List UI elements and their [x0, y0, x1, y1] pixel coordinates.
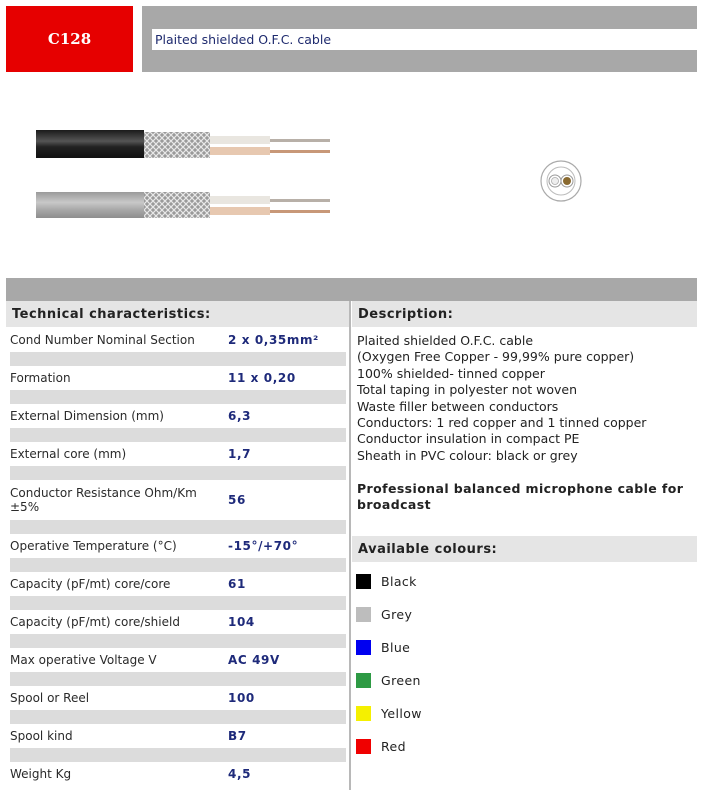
- colour-item-black: [356, 565, 422, 598]
- spec-label: Cond Number Nominal Section: [10, 333, 195, 347]
- row-separator: [10, 672, 346, 686]
- colour-swatch: [356, 607, 371, 622]
- colours-heading: Available colours:: [352, 536, 697, 562]
- spec-label: Formation: [10, 371, 71, 385]
- spec-label: External core (mm): [10, 447, 127, 461]
- spec-label: Spool kind: [10, 729, 73, 743]
- spec-label: Weight Kg: [10, 767, 72, 781]
- spec-row: [10, 328, 346, 352]
- colour-label: Green: [381, 673, 421, 688]
- product-code-badge: C128: [6, 6, 133, 72]
- spec-label: Operative Temperature (°C): [10, 539, 177, 553]
- product-title: Plaited shielded O.F.C. cable: [152, 29, 697, 50]
- spec-row: [10, 442, 346, 466]
- row-separator: [10, 352, 346, 366]
- column-divider: [349, 301, 351, 790]
- spec-label: Max operative Voltage V: [10, 653, 157, 667]
- spec-value: 2 x 0,35mm²: [228, 333, 319, 347]
- spec-row: [10, 686, 346, 710]
- description-line: Conductor insulation in compact PE: [357, 431, 580, 447]
- colour-swatch: [356, 739, 371, 754]
- spec-label: Spool or Reel: [10, 691, 90, 705]
- row-separator: [10, 520, 346, 534]
- spec-row: [10, 404, 346, 428]
- description-line: Plaited shielded O.F.C. cable: [357, 333, 534, 348]
- colour-item-yellow: [356, 697, 422, 730]
- spec-table: [10, 328, 346, 786]
- spec-value: 61: [228, 577, 246, 591]
- colour-label: Black: [381, 574, 417, 589]
- spec-row: [10, 724, 346, 748]
- spec-label: Capacity (pF/mt) core/shield: [10, 615, 180, 629]
- colour-list: [356, 565, 422, 763]
- row-separator: [10, 466, 346, 480]
- description-line: Sheath in PVC colour: black or grey: [357, 447, 578, 463]
- colour-item-blue: [356, 631, 422, 664]
- description-line: 100% shielded- tinned copper: [357, 365, 545, 381]
- spec-value: 11 x 0,20: [228, 371, 296, 385]
- colour-label: Yellow: [381, 706, 422, 721]
- row-separator: [10, 748, 346, 762]
- spec-row: [10, 610, 346, 634]
- spec-value: 100: [228, 691, 255, 705]
- description-highlight: Professional balanced microphone cable for broadcast: [357, 481, 684, 512]
- technical-heading: Technical characteristics:: [6, 301, 349, 327]
- description-text: [357, 333, 697, 464]
- colour-item-red: [356, 730, 422, 763]
- spec-value: 56: [228, 493, 246, 507]
- spec-value: 4,5: [228, 767, 252, 781]
- row-separator: [10, 390, 346, 404]
- colour-label: Grey: [381, 607, 413, 622]
- spec-value: -15°/+70°: [228, 539, 299, 553]
- description-line: Waste filler between conductors: [357, 398, 559, 414]
- colour-label: Blue: [381, 640, 411, 655]
- spec-row: [10, 534, 346, 558]
- spec-row: [10, 480, 346, 520]
- spec-value: 1,7: [228, 447, 252, 461]
- row-separator: [10, 428, 346, 442]
- spec-value: AC 49V: [228, 653, 280, 667]
- description-heading: Description:: [352, 301, 697, 327]
- spec-value: B7: [228, 729, 247, 743]
- colour-swatch: [356, 673, 371, 688]
- colour-item-green: [356, 664, 422, 697]
- spec-row: [10, 572, 346, 596]
- row-separator: [10, 634, 346, 648]
- colour-swatch: [356, 574, 371, 589]
- spec-value: 6,3: [228, 409, 252, 423]
- row-separator: [10, 558, 346, 572]
- row-separator: [10, 710, 346, 724]
- cable-cross-section-icon: [537, 157, 585, 205]
- spec-row: [10, 366, 346, 390]
- description-line: (Oxygen Free Copper - 99,99% pure copper): [357, 349, 635, 365]
- section-divider-bar: [6, 278, 697, 301]
- spec-label: Conductor Resistance Ohm/Km ±5%: [10, 486, 197, 514]
- spec-row: [10, 762, 346, 786]
- spec-label: Capacity (pF/mt) core/core: [10, 577, 171, 591]
- colour-swatch: [356, 706, 371, 721]
- cable-photo-icon: [30, 120, 350, 240]
- spec-value: 104: [228, 615, 255, 629]
- spec-row: [10, 648, 346, 672]
- colour-label: Red: [381, 739, 406, 754]
- colour-item-grey: [356, 598, 422, 631]
- row-separator: [10, 596, 346, 610]
- description-line: Conductors: 1 red copper and 1 tinned copper: [357, 415, 647, 431]
- description-line: Total taping in polyester not woven: [357, 382, 578, 398]
- spec-label: External Dimension (mm): [10, 409, 164, 423]
- colour-swatch: [356, 640, 371, 655]
